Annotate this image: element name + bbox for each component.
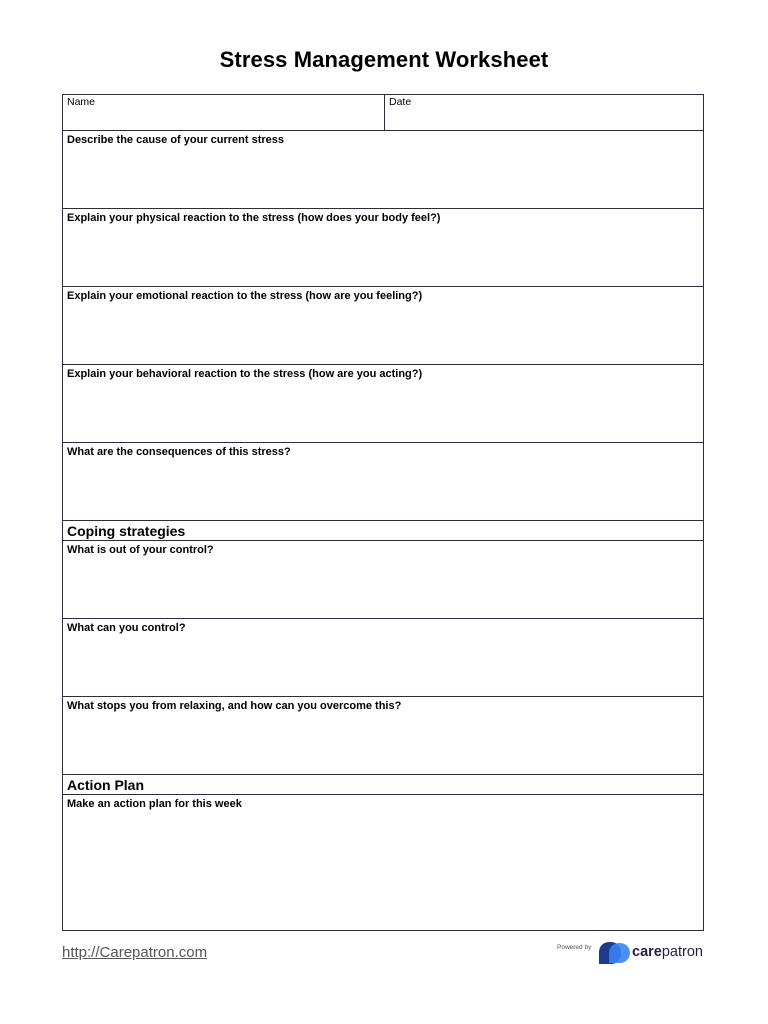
question-row <box>63 131 703 209</box>
question-row <box>63 443 703 521</box>
carepatron-logo-text: carepatron <box>632 944 703 960</box>
question-label: Explain your physical reaction to the stress (how does your body feel?) <box>67 212 441 224</box>
question-label: Make an action plan for this week <box>67 798 242 810</box>
answer-area-out-of-control[interactable] <box>63 559 703 618</box>
question-row <box>63 209 703 287</box>
action-plan-heading-row <box>63 775 703 795</box>
question-label: What stops you from relaxing, and how can you overcome this? <box>67 700 402 712</box>
name-field[interactable] <box>63 95 385 130</box>
question-label: Explain your behavioral reaction to the stress (how are you acting?) <box>67 368 423 380</box>
question-label: What is out of your control? <box>67 544 214 556</box>
question-row <box>63 541 703 619</box>
question-row <box>63 365 703 443</box>
answer-area-action-plan[interactable] <box>63 813 703 930</box>
question-label: Describe the cause of your current stress <box>67 134 285 146</box>
carepatron-logo-icon <box>599 942 631 964</box>
action-plan-heading: Action Plan <box>67 777 145 793</box>
carepatron-link[interactable]: http://Carepatron.com <box>62 944 208 961</box>
answer-area-behavioral[interactable] <box>63 383 703 442</box>
worksheet-form <box>62 94 704 931</box>
answer-area-consequences[interactable] <box>63 461 703 520</box>
question-row <box>63 795 703 930</box>
name-date-row <box>63 95 703 131</box>
answer-area-emotional[interactable] <box>63 305 703 364</box>
carepatron-logo <box>599 940 709 966</box>
coping-heading-row <box>63 521 703 541</box>
question-row <box>63 287 703 365</box>
question-label: What can you control? <box>67 622 186 634</box>
question-row <box>63 697 703 775</box>
page-title: Stress Management Worksheet <box>219 47 549 72</box>
date-field[interactable] <box>385 95 703 130</box>
question-label: Explain your emotional reaction to the stress (how are you feeling?) <box>67 290 423 302</box>
answer-area-cause[interactable] <box>63 149 703 208</box>
powered-by-label: Powered by <box>557 944 592 951</box>
date-label: Date <box>389 96 412 108</box>
answer-area-can-control[interactable] <box>63 637 703 696</box>
coping-heading: Coping strategies <box>67 523 186 539</box>
name-label: Name <box>67 96 96 108</box>
question-label: What are the consequences of this stress? <box>67 446 291 458</box>
answer-area-physical[interactable] <box>63 227 703 286</box>
question-row <box>63 619 703 697</box>
answer-area-relaxing[interactable] <box>63 715 703 774</box>
